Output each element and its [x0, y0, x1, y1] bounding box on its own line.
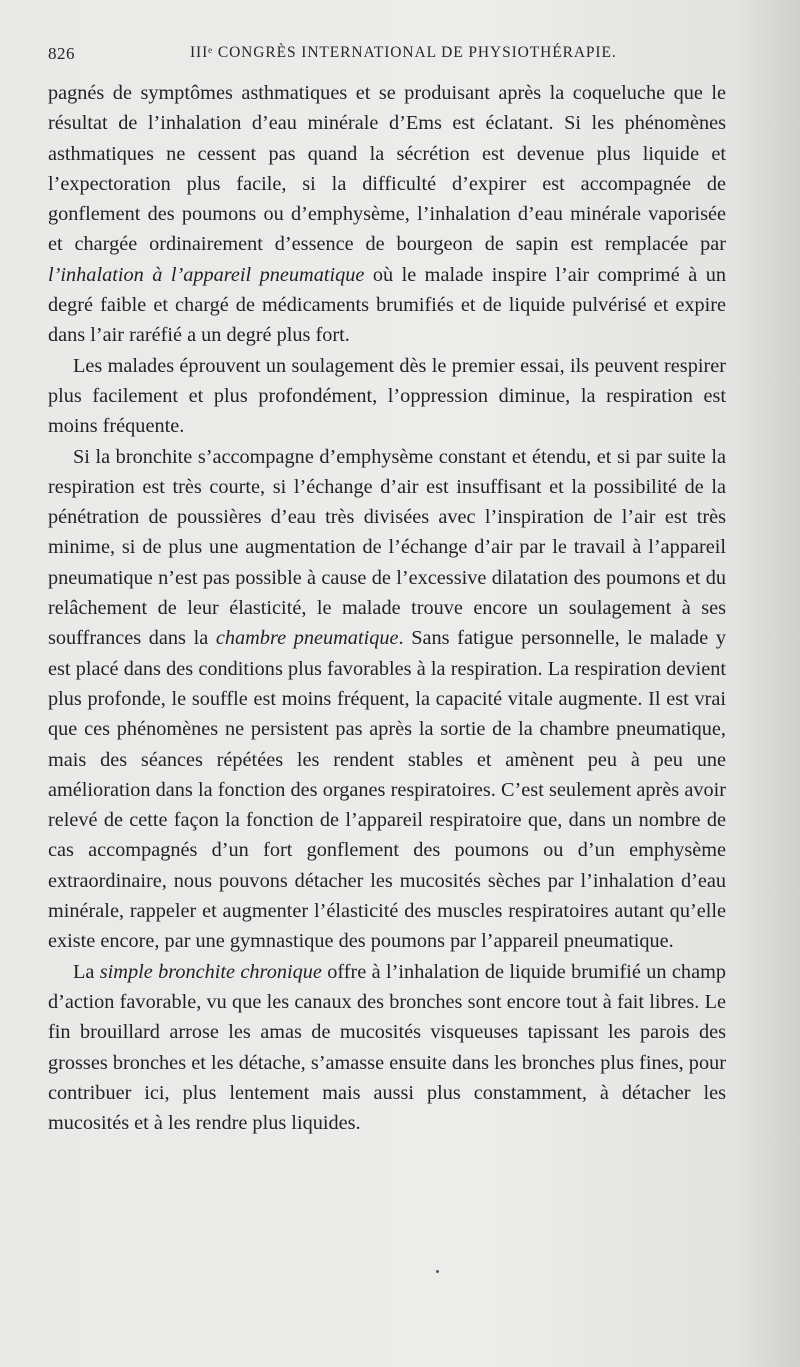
running-title: IIIᵉ CONGRÈS INTERNATIONAL DE PHYSIOTHÉRAPIE.: [190, 44, 617, 61]
paragraph-4-text-a: La: [73, 960, 100, 983]
body-text: [48, 78, 726, 1138]
page-number: 826: [48, 44, 75, 63]
paragraph-1: [48, 78, 726, 351]
paragraph-3-text-b: . Sans fatigue personnelle, le malade y est placé dans des conditions plus favorables à la respiration. La respiration devient plus profonde, le souffle est moins fréquent, la capacité vitale augmente. Il est vrai que ces phénomènes ne persistent pas après la sortie de la chambre pneumatique, mais des séances répétées les rendent stables et amènent peu à peu une amélioration dans la fonction des organes respiratoires. C’est seulement après avoir relevé de cette façon la fonction de l’appareil respiratoire que, dans un nombre de cas accompagnés d’un fort gonflement des poumons ou d’un emphysème extraordinaire, nous pouvons détacher les mucosités sèches par l’inhalation d’eau minérale, rappeler et augmenter l’élasticité des muscles respiratoires autant qu’elle existe encore, par une gymnastique des poumons par l’appareil pneumatique.: [48, 627, 726, 953]
paragraph-1-text-a: pagnés de symptômes asthmatiques et se produisant après la coqueluche que le résultat de l’inhalation d’eau minérale d’Ems est éclatant. Si les phénomènes asthmatiques ne cessent pas quand la sécrétion est devenue plus liquide et l’expectoration plus facile, si la difficulté d’expirer est accompagnée de gonflement des poumons ou d’emphysème, l’inhalation d’eau minérale vaporisée et chargée ordinairement d’essence de bourgeon de sapin est remplacée par: [48, 82, 726, 256]
paragraph-1-text-b: où le malade inspire l’air comprimé à un degré faible et chargé de médicaments brumifiés et de liquide pulvérisé et expire dans l’air raréfié a un degré plus fort.: [48, 263, 726, 347]
paragraph-4: [48, 957, 726, 1139]
paragraph-3: [48, 442, 726, 957]
paragraph-2: Les malades éprouvent un soulagement dès le premier essai, ils peuvent respirer plus facilement et plus profondément, l’oppression diminue, la respiration est moins fréquente.: [48, 354, 726, 438]
paragraph-3-text-a: Si la bronchite s’accompagne d’emphysème constant et étendu, et si par suite la respiration est très courte, si l’échange d’air est insuffisant et la possibilité de la pénétration de poussières d’eau très divisées avec l’inspiration de l’air est très minime, si de plus une augmentation de l’échange d’air par le travail à l’appareil pneumatique n’est pas possible à cause de l’excessive dilatation des poumons et du relâchement de leur élasticité, le malade trouve encore un soulagement à ses souffrances dans la: [48, 445, 726, 650]
paragraph-4-text-b: offre à l’inhalation de liquide brumifié un champ d’action favorable, vu que les canaux des bronches sont encore tout à fait libres. Le fin brouillard arrose les amas de mucosités visqueuses tapissant les parois des grosses bronches et les détache, s’amasse ensuite dans les bronches plus fines, pour contribuer ici, plus lentement mais aussi plus constamment, à détacher les mucosités et à les rendre plus liquides.: [48, 960, 726, 1135]
print-speck: [436, 1270, 439, 1273]
paragraph-1-italic: l’inhalation à l’appareil pneumatique: [48, 263, 365, 286]
page-header: [48, 44, 728, 72]
paragraph-3-italic: chambre pneumatique: [215, 627, 399, 650]
paragraph-4-italic: simple bronchite chronique: [99, 960, 322, 983]
